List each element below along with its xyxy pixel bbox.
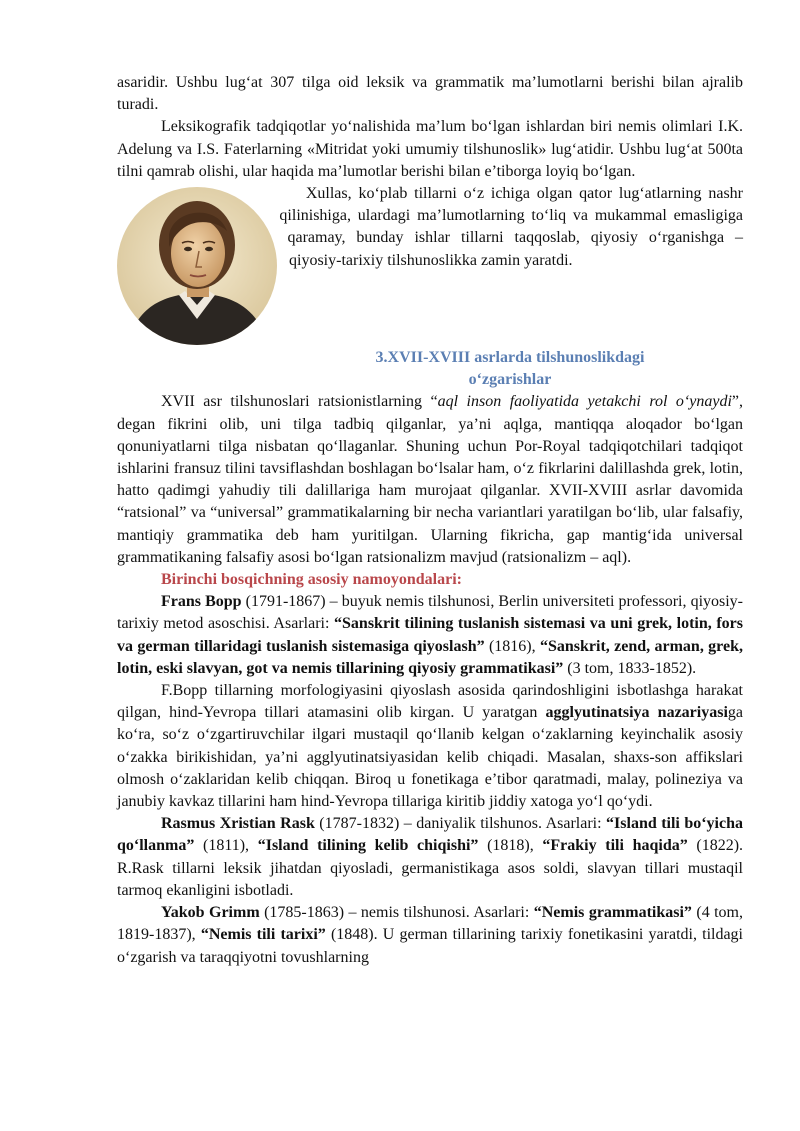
paragraph-bopp (117, 591, 743, 680)
paragraph-4-start: XVII asr tilshunoslari ratsionistlarning “ (161, 393, 438, 411)
page-content (117, 72, 743, 969)
paragraph-3: Xullas, ko‘plab tillarni o‘z ichiga olgan qator lug‘atlarning nashr qilinishiga, ulardagi ma’lumotlarning to‘liq va mukammal emasligiga qaramay, bunday ishlar tillarni taqqoslab, qiyosiy o‘rganishga – qiyosiy-tarixiy tilshunoslikka zamin yaratdi. (279, 185, 743, 269)
subheading: Birinchi bosqichning asosiy namoyondalari: (161, 571, 462, 589)
paragraph-rask (117, 813, 743, 902)
paragraph-bopp-2 (117, 680, 743, 813)
paragraph-grimm (117, 902, 743, 969)
grimm-work-2: “Nemis tili tarixi” (200, 926, 326, 944)
bopp-name: Frans Bopp (161, 593, 242, 611)
bopp2-text-b: ga ko‘ra, so‘z o‘zgartiruvchilar ilgari mustaqil qo‘llanib kelgan o‘zaklarning keyinchalik asosiy o‘zakka birikishidan, ya’ni agglyutinatsiyasidan kelib chiqadi. Masalan, shaxs-son affikslari olmosh o‘zaklaridan kelib chiqqan. Biroq u fonetikaga e’tibor qaratmadi, malay, polineziya va janubiy kavkaz tillarini ham hind-Yevropa tillariga kiritib jiddiy xatoga yo‘l qo‘ydi. (117, 704, 744, 811)
rask-work-1: “Island tili bo‘yicha qo‘llanma” (117, 815, 744, 855)
paragraph-4 (117, 391, 743, 569)
grimm-name: Yakob Grimm (161, 904, 260, 922)
portrait-engraving-icon (117, 187, 277, 345)
bopp2-text-a: F.Bopp tillarning morfologiyasini qiyoslash asosida qarindoshligini isbotlashga harakat qilgan, hind-Yevropa tillari atamasini olib kirgan. U yaratgan (117, 682, 743, 722)
bopp-text-1: (1791-1867) – buyuk nemis tilshunosi, Berlin universiteti professori, qiyosiy-tarixiy metod asoschisi. Asarlari: (117, 593, 744, 633)
grimm-text-2: (4 tom, 1819-1837), (117, 904, 744, 944)
grimm-text-1: (1785-1863) – nemis tilshunosi. Asarlari: (259, 904, 534, 922)
paragraph-2: Leksikografik tadqiqotlar yo‘nalishida ma’lum bo‘lgan ishlardan biri nemis olimlari I.K. Adelung va I.S. Faterlarning «Mitridat yoki umumiy tilshunoslik» lug‘atidir. Ushbu lug‘at 500ta tilni qamrab olishi, ular haqida ma’lumotlar berishi bilan e’tiborga loyiq bo‘lgan. (117, 118, 743, 180)
bopp-text-3: (3 tom, 1833-1852). (563, 659, 697, 677)
rask-work-2: “Island tilining kelib chiqishi” (257, 837, 479, 855)
paragraph-4-rest: ”, degan fikrini olib, uni tilga tadbiq qilganlar, ya’ni aqlga, mantiqqa aloqador bo‘lgan qonuniyatlarni tilga nisbatan qo‘llaganlar. Shuning uchun Por-Royal tadqiqotchilari tadqiqot ishlarini fransuz tilini tavsiflashdan boshlagan bo‘lsalar ham, o‘z fikrlarini dalillashda grek, lotin, hatto qadimgi yahudiy tili dalillariga ham murojaat qilganlar. XVII-XVIII asrlar davomida “ratsional” va “universal” grammatikalarning bir necha variantlari yaratilgan bo‘lib, ular falsafiy, mantiqiy grammatika deb ham yuritilgan. Ularning fikricha, gap mantig‘ida universal grammatikaning falsafiy asosi bo‘lgan ratsionalizm mavjud (ratsionalizm – aql). (117, 393, 743, 566)
rask-text-2: (1811), (194, 837, 258, 855)
rask-name: Rasmus Xristian Rask (161, 815, 315, 833)
bopp-work-2: “Sanskrit, zend, arman, grek, lotin, eski slavyan, got va nemis tillarining qiyosiy grammatikasi” (117, 637, 743, 677)
grimm-text-3: (1848). U german tillarining tarixiy fonetikasini yaratdi, tildagi o‘zgarish va taraqqiyotni tovushlarning (117, 926, 744, 966)
bopp-work-1: “Sanskrit tilining tuslanish sistemasi va uni grek, lotin, fors va german tillaridagi tuslanish sistemasiga qiyoslash” (117, 615, 744, 655)
section-heading (117, 347, 743, 391)
bopp-text-2: (1816), (484, 637, 540, 655)
paragraph-1: asaridir. Ushbu lug‘at 307 tilga oid leksik va grammatik ma’lumotlarni berishi bilan ajralib turadi. (117, 74, 743, 114)
section-heading-line2: o‘zgarishlar (468, 371, 552, 389)
bopp2-term: agglyutinatsiya nazariyasi (545, 704, 728, 722)
rask-text-4: (1822). R.Rask tillarni leksik jihatdan qiyosladi, germanistikaga asos soldi, slavyan tillari mustaqil tarmoq ekanligini isbotladi. (117, 837, 744, 899)
rask-text-3: (1818), (478, 837, 543, 855)
rask-text-1: (1787-1832) – daniyalik tilshunos. Asarlari: (314, 815, 607, 833)
grimm-work-1: “Nemis grammatikasi” (533, 904, 692, 922)
portrait-image (117, 187, 277, 345)
paragraph-4-quote: aql inson faoliyatida yetakchi rol o‘ynaydi (437, 393, 732, 411)
section-heading-line1: 3.XVII-XVIII asrlarda tilshunoslikdagi (375, 349, 645, 367)
rask-work-3: “Frakiy tili haqida” (542, 837, 688, 855)
